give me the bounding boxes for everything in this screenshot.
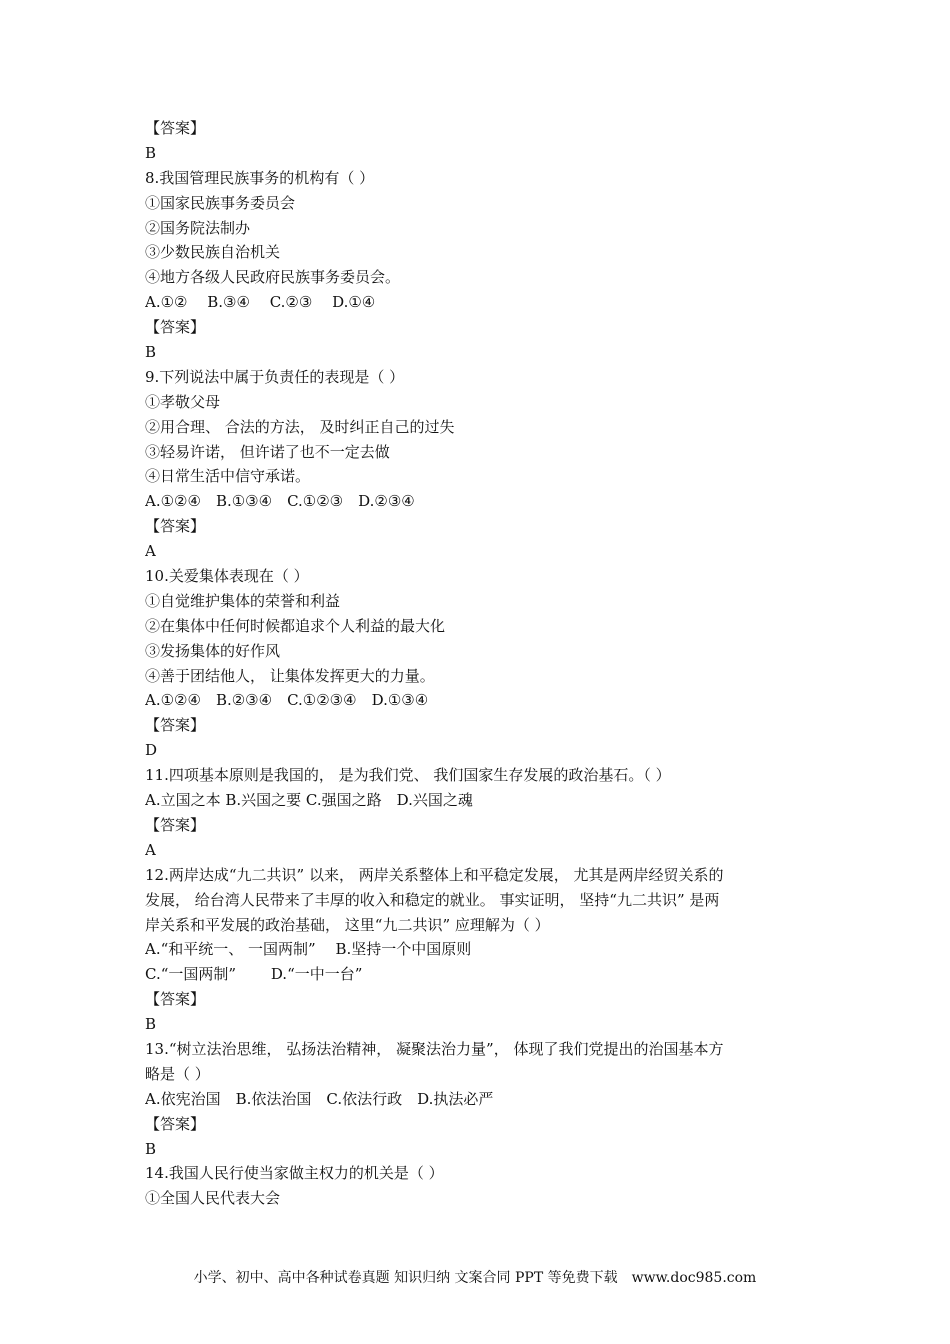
text-line: ③发扬集体的好作风 [145,641,281,660]
text-line: A [145,542,156,561]
text-line: ①全国人民代表大会 [145,1189,281,1208]
text-line: ③轻易许诺， 但许诺了也不一定去做 [145,442,390,461]
question-8: 8.我国管理民族事务的机构有（ ） [145,168,375,187]
text-line: 【答案】 [145,318,206,337]
question-14: 14.我国人民行使当家做主权力的机关是（ ） [145,1164,444,1183]
text-line: B [145,143,157,162]
text-line: B [145,1139,157,1158]
page-content [145,116,815,1211]
options-line: A.“和平统一、 一国两制” B.坚持一个中国原则 [145,940,472,959]
text-line: ①自觉维护集体的荣誉和利益 [145,591,341,610]
text-line: 【答案】 [145,517,206,536]
question-12: 12.两岸达成“九二共识” 以来， 两岸关系整体上和平稳定发展， 尤其是两岸经贸关系的 [145,865,724,884]
text-line: 【答案】 [145,1114,206,1133]
options-line: A.依宪治国 B.依法治国 C.依法行政 D.执法必严 [145,1089,494,1108]
question-13: 13.“树立法治思维， 弘扬法治精神， 凝聚法治力量”， 体现了我们党提出的治国基本方 [145,1039,724,1058]
text-line: 【答案】 [145,990,206,1009]
text-line: 【答案】 [145,119,206,137]
question-10: 10.关爱集体表现在（ ） [145,567,309,586]
text-line: A [145,840,156,859]
text-line: ②国务院法制办 [145,218,251,237]
text-line: ④地方各级人民政府民族事务委员会。 [145,268,401,287]
text-line: ④善于团结他人， 让集体发挥更大的力量。 [145,666,435,685]
question-11: 11.四项基本原则是我国的， 是为我们党、 我们国家生存发展的政治基石。（ ） [145,766,671,785]
text-line: ②用合理、 合法的方法， 及时纠正自己的过失 [145,417,455,436]
text-line: ②在集体中任何时候都追求个人利益的最大化 [145,616,446,635]
text-line: B [145,343,157,362]
options-line: A.立国之本 B.兴国之要 C.强国之路 D.兴国之魂 [145,791,473,810]
text-line: ③少数民族自治机关 [145,243,281,262]
text-line: 略是（ ） [145,1064,210,1083]
text-line: 【答案】 [145,815,206,834]
text-line: ④日常生活中信守承诺。 [145,467,311,486]
text-line: ①孝敬父母 [145,392,221,411]
options-line: A.①②④ B.②③④ C.①②③④ D.①③④ [145,691,429,710]
text-line: 岸关系和平发展的政治基础， 这里“九二共识” 应理解为（ ） [145,915,550,934]
options-line: A.①②④ B.①③④ C.①②③ D.②③④ [145,492,415,511]
options-line: C.“一国两制” D.“一中一台” [145,965,363,984]
question-9: 9.下列说法中属于负责任的表现是（ ） [145,367,405,386]
text-line: 发展， 给台湾人民带来了丰厚的收入和稳定的就业。 事实证明， 坚持“九二共识” 是两 [145,890,720,909]
options-line: A.①② B.③④ C.②③ D.①④ [145,293,376,312]
page-footer: 小学、初中、高中各种试卷真题 知识归纳 文案合同 PPT 等免费下载 www.doc985.com [193,1270,757,1286]
text-line: 【答案】 [145,716,206,735]
text-line: ①国家民族事务委员会 [145,193,296,212]
text-line: D [145,741,158,760]
text-line: B [145,1015,157,1034]
